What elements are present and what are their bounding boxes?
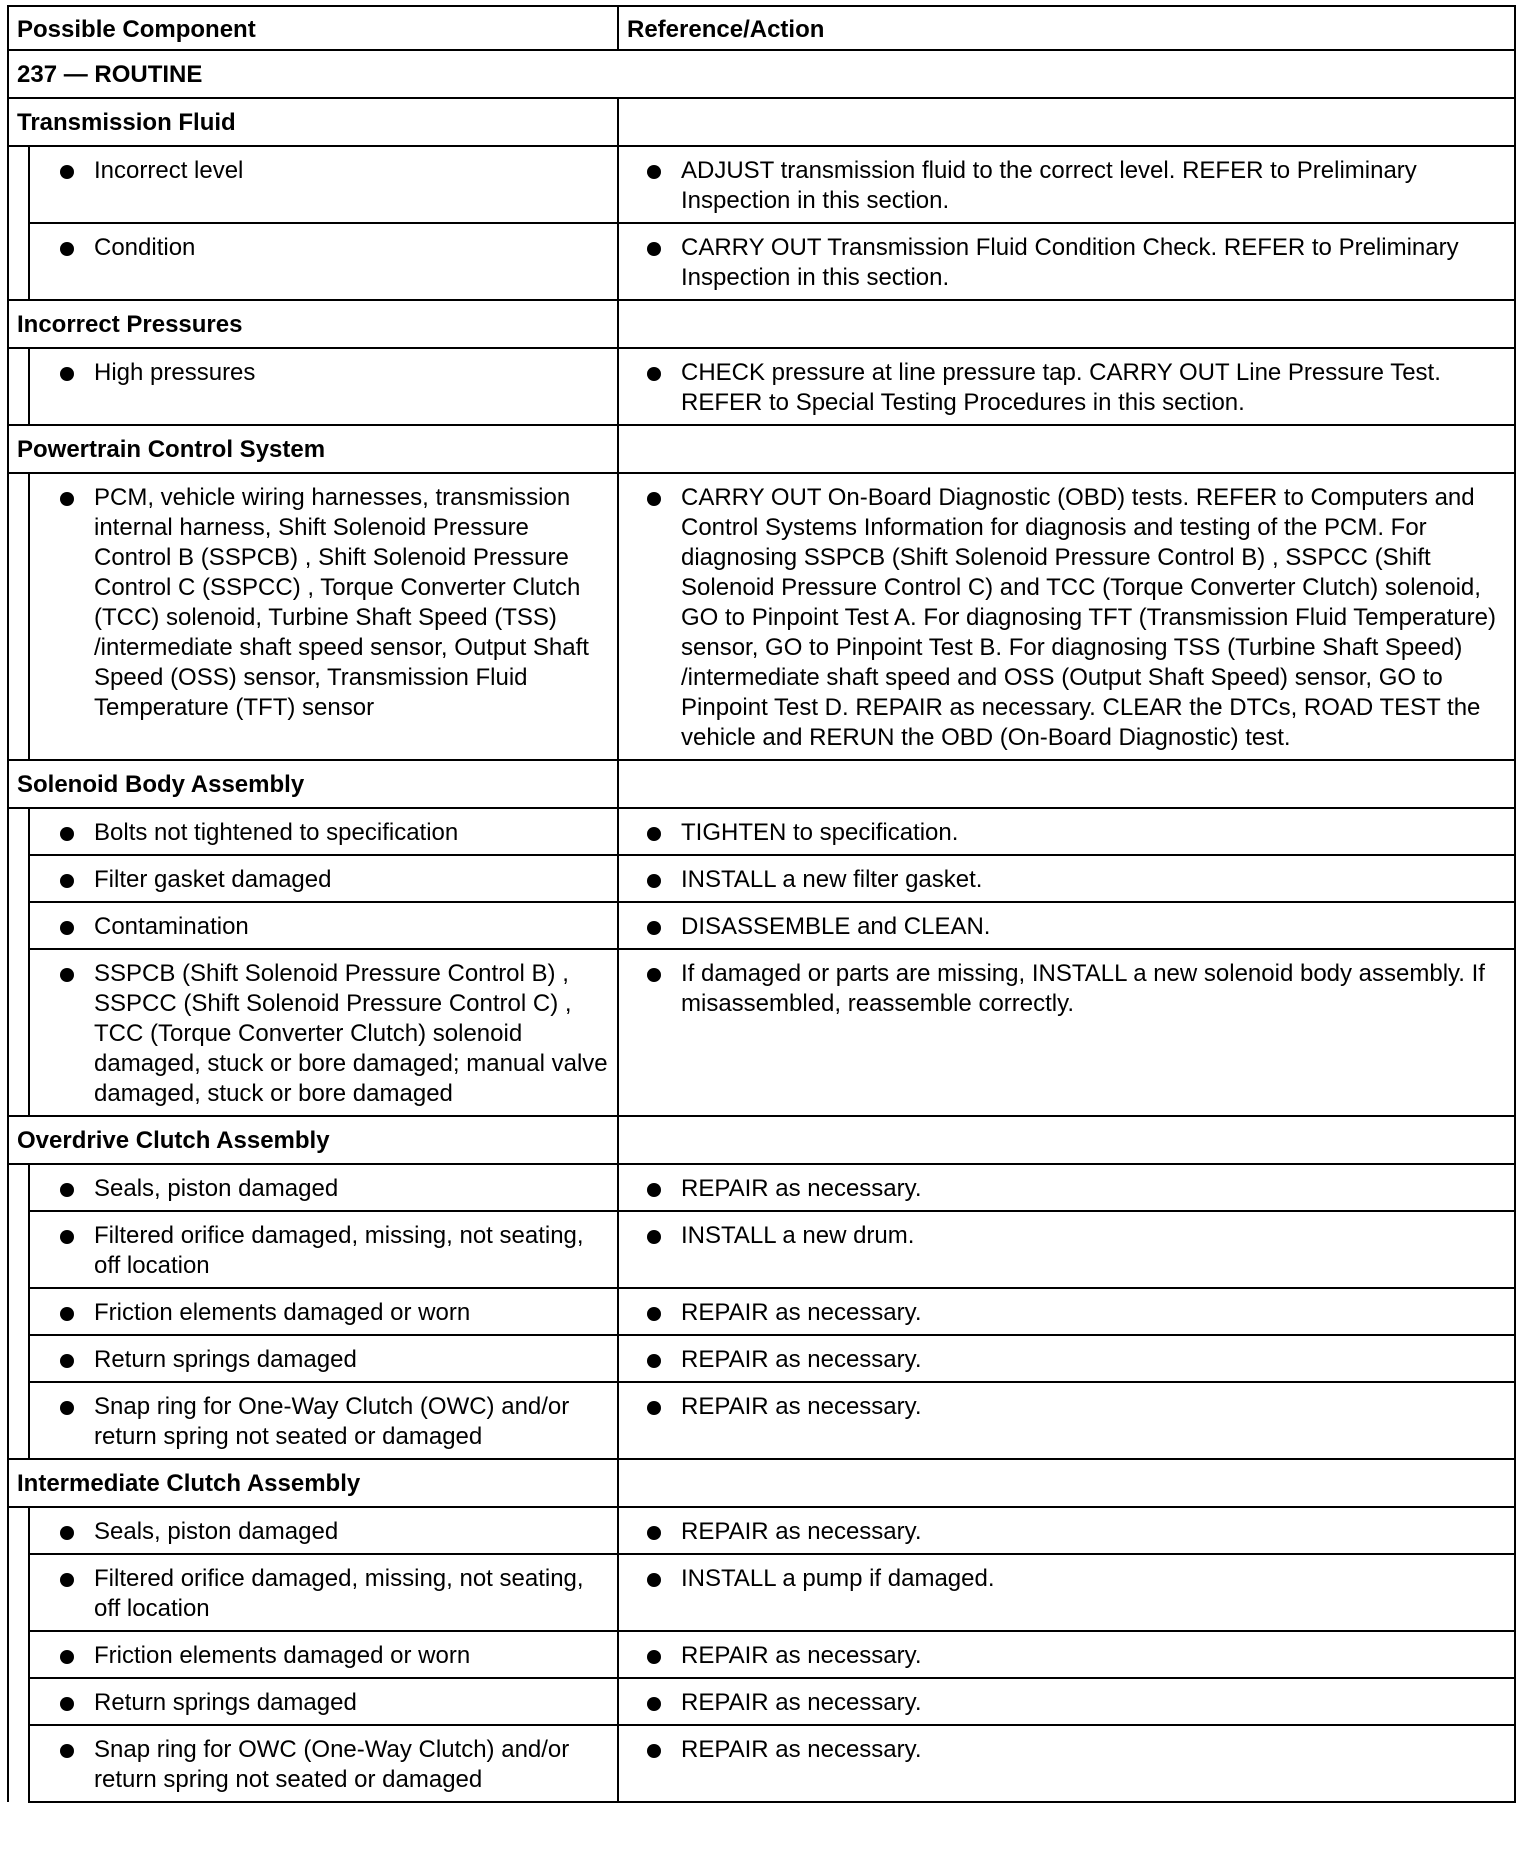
component-bullet-item [30,1392,609,1452]
action-bullet-item [619,1298,1506,1328]
bullet-icon [60,1401,74,1415]
table-row [8,1382,1515,1459]
bullet-icon [647,165,661,179]
action-bullet-item [619,156,1506,216]
row-indent [8,1507,29,1554]
diagnosis-table [7,5,1516,1803]
table-row [8,1288,1515,1335]
action-cell [618,902,1515,949]
row-indent [8,1164,29,1211]
table-row [8,855,1515,902]
table-body [8,6,1515,1802]
action-bullet-item [619,1392,1506,1422]
component-bullet-item [30,483,609,723]
bullet-icon [647,827,661,841]
bullet-icon [60,827,74,841]
action-cell [618,1211,1515,1288]
table-row [8,1678,1515,1725]
bullet-icon [60,1573,74,1587]
group-row [8,425,1515,473]
row-indent [8,808,29,855]
bullet-icon [647,242,661,256]
action-bullet-item [619,1735,1506,1765]
action-bullet-item [619,1517,1506,1547]
component-text: Bolts not tightened to specification [94,819,459,846]
action-text: CARRY OUT Transmission Fluid Condition Check. REFER to Preliminary Inspection in this section. [681,234,1459,291]
bullet-icon [60,1183,74,1197]
bullet-icon [647,1526,661,1540]
action-cell [618,1335,1515,1382]
action-bullet-item [619,1174,1506,1204]
group-row [8,760,1515,808]
row-indent [8,348,29,425]
action-cell [618,223,1515,300]
bullet-icon [60,367,74,381]
component-bullet-item [30,1174,609,1204]
group-row [8,300,1515,348]
component-bullet-item [30,912,609,942]
action-text: REPAIR as necessary. [681,1736,922,1763]
bullet-icon [647,1573,661,1587]
action-cell [618,808,1515,855]
table-row [8,1507,1515,1554]
component-cell [29,1211,618,1288]
action-cell [618,1164,1515,1211]
action-cell [618,348,1515,425]
routine-title: 237 — ROUTINE [8,50,1515,98]
action-text: REPAIR as necessary. [681,1689,922,1716]
table-row [8,1554,1515,1631]
bullet-icon [647,1230,661,1244]
row-indent [8,1382,29,1459]
action-text: REPAIR as necessary. [681,1642,922,1669]
header-possible-component: Possible Component [8,6,618,50]
component-text: Incorrect level [94,157,244,184]
bullet-icon [60,1697,74,1711]
bullet-icon [60,242,74,256]
action-cell [618,949,1515,1116]
component-cell [29,855,618,902]
row-indent [8,949,29,1116]
component-text: Filter gasket damaged [94,866,332,893]
component-bullet-item [30,959,609,1109]
component-cell [29,1631,618,1678]
row-indent [8,223,29,300]
row-indent [8,1631,29,1678]
component-bullet-item [30,1688,609,1718]
action-bullet-item [619,233,1506,293]
action-bullet-item [619,959,1506,1019]
component-cell [29,949,618,1116]
bullet-icon [647,921,661,935]
component-cell [29,902,618,949]
bullet-icon [60,492,74,506]
row-indent [8,1554,29,1631]
component-text: PCM, vehicle wiring harnesses, transmission internal harness, Shift Solenoid Pressure Control B (SSPCB) , Shift Solenoid Pressure Control C (SSPCC) , Torque Converter Clutch (TCC) solenoid, Turbine Shaft Speed (TSS) /intermediate shaft speed sensor, Output Shaft Speed (OSS) sensor, Transmission Fluid Temperature (TFT) sensor [94,484,589,721]
action-cell [618,1678,1515,1725]
bullet-icon [60,1307,74,1321]
component-text: Seals, piston damaged [94,1518,339,1545]
component-text: Condition [94,234,196,261]
action-text: INSTALL a new filter gasket. [681,866,983,893]
bullet-icon [647,1697,661,1711]
component-bullet-item [30,1564,609,1624]
table-row [8,146,1515,223]
row-indent [8,473,29,760]
component-bullet-item [30,1221,609,1281]
action-cell [618,1631,1515,1678]
table-row [8,1725,1515,1802]
bullet-icon [60,1744,74,1758]
row-indent [8,146,29,223]
component-bullet-item [30,1641,609,1671]
action-bullet-item [619,912,1506,942]
action-text: INSTALL a pump if damaged. [681,1565,995,1592]
group-action-empty [618,1459,1515,1507]
bullet-icon [647,968,661,982]
group-action-empty [618,98,1515,146]
action-text: REPAIR as necessary. [681,1518,922,1545]
component-cell [29,473,618,760]
action-bullet-item [619,358,1506,418]
group-action-empty [618,425,1515,473]
group-row [8,1459,1515,1507]
component-cell [29,223,618,300]
action-text: CHECK pressure at line pressure tap. CARRY OUT Line Pressure Test. REFER to Special Testing Procedures in this section. [681,359,1441,416]
group-title: Solenoid Body Assembly [8,760,618,808]
bullet-icon [647,367,661,381]
component-bullet-item [30,865,609,895]
component-bullet-item [30,156,609,186]
table-row [8,223,1515,300]
bullet-icon [60,921,74,935]
bullet-icon [647,1401,661,1415]
table-row [8,1631,1515,1678]
action-cell [618,1288,1515,1335]
component-bullet-item [30,1298,609,1328]
action-cell [618,855,1515,902]
bullet-icon [647,1744,661,1758]
group-action-empty [618,300,1515,348]
action-cell [618,1725,1515,1802]
bullet-icon [60,968,74,982]
component-bullet-item [30,233,609,263]
component-cell [29,1288,618,1335]
group-action-empty [618,760,1515,808]
row-indent [8,1678,29,1725]
component-cell [29,348,618,425]
action-bullet-item [619,1641,1506,1671]
row-indent [8,1211,29,1288]
group-action-empty [618,1116,1515,1164]
bullet-icon [60,1650,74,1664]
component-cell [29,1164,618,1211]
component-text: SSPCB (Shift Solenoid Pressure Control B) , SSPCC (Shift Solenoid Pressure Control C) , TCC (Torque Converter Clutch) solenoid damaged, stuck or bore damaged; manual valve damaged, stuck or bore damaged [94,960,608,1107]
component-text: Friction elements damaged or worn [94,1299,471,1326]
bullet-icon [647,874,661,888]
bullet-icon [60,874,74,888]
action-cell [618,473,1515,760]
table-row [8,1211,1515,1288]
action-cell [618,1507,1515,1554]
action-cell [618,1382,1515,1459]
action-text: If damaged or parts are missing, INSTALL a new solenoid body assembly. If misassembled, reassemble correctly. [681,960,1485,1017]
group-row [8,98,1515,146]
bullet-icon [60,1354,74,1368]
action-text: REPAIR as necessary. [681,1299,922,1326]
table-row [8,1164,1515,1211]
component-text: Filtered orifice damaged, missing, not seating, off location [94,1565,584,1622]
row-indent [8,1335,29,1382]
routine-row [8,50,1515,98]
action-text: CARRY OUT On-Board Diagnostic (OBD) tests. REFER to Computers and Control Systems Information for diagnosis and testing of the PCM. For diagnosing SSPCB (Shift Solenoid Pressure Control B) , SSPCC (Shift Solenoid Pressure Control C) and TCC (Torque Converter Clutch) solenoid, GO to Pinpoint Test A. For diagnosing TFT (Transmission Fluid Temperature) sensor, GO to Pinpoint Test B. For diagnosing TSS (Turbine Shaft Speed) /intermediate shaft speed and OSS (Output Shaft Speed) sensor, GO to Pinpoint Test D. REPAIR as necessary. CLEAR the DTCs, ROAD TEST the vehicle and RERUN the OBD (On-Board Diagnostic) test. [681,484,1497,751]
action-bullet-item [619,1345,1506,1375]
action-bullet-item [619,865,1506,895]
row-indent [8,902,29,949]
table-row [8,902,1515,949]
group-title: Intermediate Clutch Assembly [8,1459,618,1507]
group-title: Overdrive Clutch Assembly [8,1116,618,1164]
component-bullet-item [30,1735,609,1795]
group-title: Transmission Fluid [8,98,618,146]
component-cell [29,1507,618,1554]
table-row [8,348,1515,425]
row-indent [8,855,29,902]
header-row [8,6,1515,50]
group-title: Incorrect Pressures [8,300,618,348]
row-indent [8,1288,29,1335]
component-text: Seals, piston damaged [94,1175,339,1202]
bullet-icon [647,1183,661,1197]
action-text: REPAIR as necessary. [681,1175,922,1202]
component-cell [29,1725,618,1802]
table-row [8,473,1515,760]
component-cell [29,146,618,223]
bullet-icon [647,1354,661,1368]
action-text: INSTALL a new drum. [681,1222,915,1249]
row-indent [8,1725,29,1802]
table-row [8,1335,1515,1382]
action-bullet-item [619,1221,1506,1251]
action-cell [618,146,1515,223]
component-text: Return springs damaged [94,1689,357,1716]
component-text: High pressures [94,359,256,386]
action-bullet-item [619,1688,1506,1718]
action-cell [618,1554,1515,1631]
action-bullet-item [619,483,1506,753]
component-cell [29,1335,618,1382]
group-title: Powertrain Control System [8,425,618,473]
action-bullet-item [619,818,1506,848]
component-text: Friction elements damaged or worn [94,1642,471,1669]
component-bullet-item [30,1517,609,1547]
component-bullet-item [30,818,609,848]
component-text: Snap ring for OWC (One-Way Clutch) and/or return spring not seated or damaged [94,1736,570,1793]
action-text: DISASSEMBLE and CLEAN. [681,913,991,940]
table-row [8,949,1515,1116]
component-text: Return springs damaged [94,1346,357,1373]
action-bullet-item [619,1564,1506,1594]
component-cell [29,1678,618,1725]
component-bullet-item [30,358,609,388]
bullet-icon [60,165,74,179]
component-cell [29,1554,618,1631]
action-text: REPAIR as necessary. [681,1393,922,1420]
component-text: Contamination [94,913,249,940]
action-text: ADJUST transmission fluid to the correct level. REFER to Preliminary Inspection in this section. [681,157,1417,214]
component-text: Snap ring for One-Way Clutch (OWC) and/or return spring not seated or damaged [94,1393,570,1450]
component-text: Filtered orifice damaged, missing, not seating, off location [94,1222,584,1279]
component-cell [29,808,618,855]
header-reference-action: Reference/Action [618,6,1515,50]
component-bullet-item [30,1345,609,1375]
bullet-icon [647,492,661,506]
bullet-icon [647,1650,661,1664]
bullet-icon [60,1526,74,1540]
action-text: REPAIR as necessary. [681,1346,922,1373]
component-cell [29,1382,618,1459]
bullet-icon [647,1307,661,1321]
bullet-icon [60,1230,74,1244]
group-row [8,1116,1515,1164]
table-row [8,808,1515,855]
action-text: TIGHTEN to specification. [681,819,959,846]
